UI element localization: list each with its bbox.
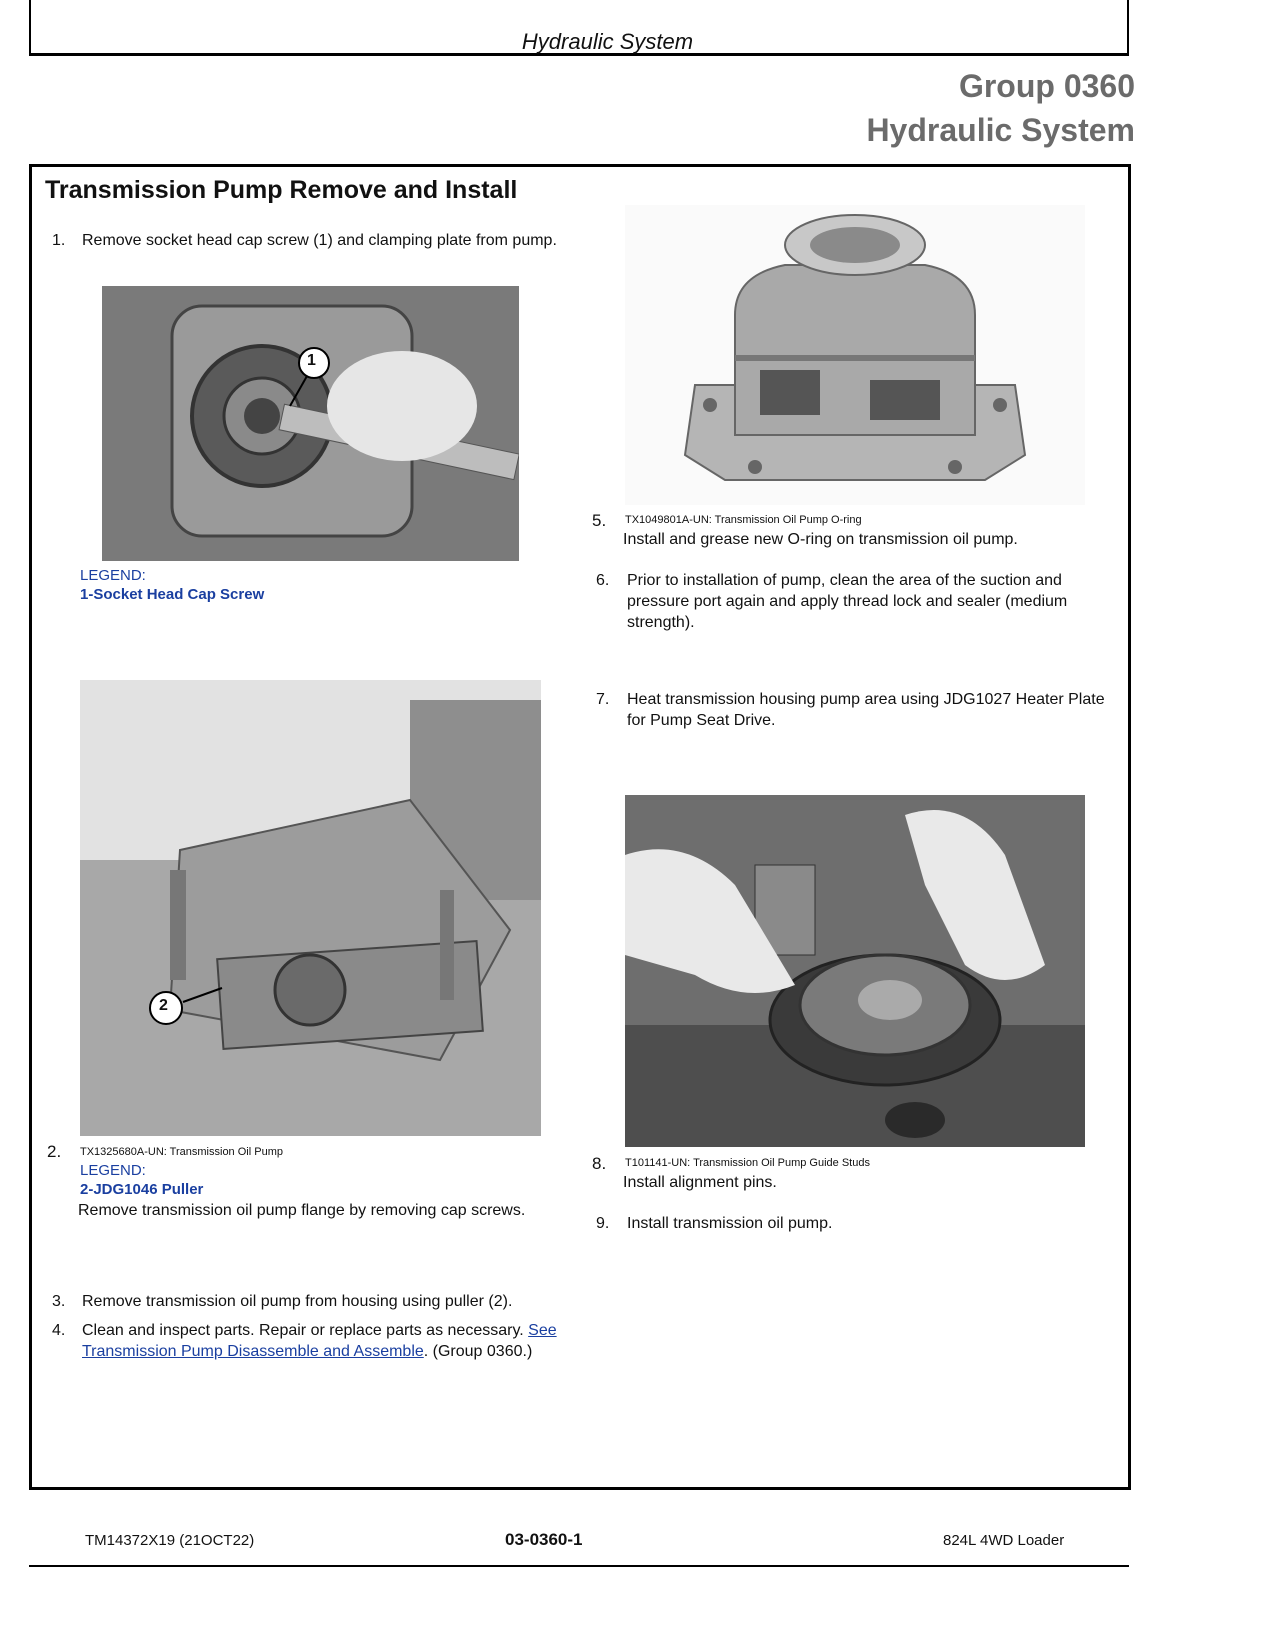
photo-pump-cap-screw: [102, 286, 519, 561]
legend-label: LEGEND:: [80, 567, 146, 584]
step-text-after: . (Group 0360.): [423, 1343, 533, 1360]
callout-label: 2: [159, 997, 168, 1014]
group-number: Group 0360: [958, 68, 1135, 104]
step-text: Remove transmission oil pump from housing using puller (2).: [82, 1293, 513, 1310]
running-header-title: Hydraulic System: [521, 29, 694, 54]
step-text: Heat transmission housing pump area using JDG1027 Heater Plate for Pump Seat Drive.: [627, 691, 1105, 729]
step-number: 4.: [52, 1322, 66, 1339]
step-number: 2.: [47, 1142, 62, 1161]
step-text-main: Clean and inspect parts. Repair or replace parts as necessary.: [82, 1322, 524, 1339]
figure-caption: TX1049801A-UN: Transmission Oil Pump O-ring: [625, 514, 862, 526]
step-text: Remove transmission oil pump flange by removing cap screws.: [78, 1202, 526, 1219]
step-number: 8.: [592, 1154, 607, 1173]
footer-page-number: 03-0360-1: [505, 1530, 583, 1549]
step-text: Install and grease new O-ring on transmission oil pump.: [623, 531, 1018, 548]
photo-pump-guide-studs: [625, 795, 1085, 1147]
footer-doc-id: TM14372X19 (21OCT22): [85, 1532, 255, 1549]
step-text: Install alignment pins.: [623, 1174, 777, 1191]
step-number: 3.: [52, 1293, 66, 1310]
step-number: 7.: [596, 691, 610, 708]
figure-caption: TX1325680A-UN: Transmission Oil Pump: [80, 1146, 283, 1158]
step-text: Install transmission oil pump.: [627, 1215, 833, 1232]
photo-illustration: [80, 680, 541, 1136]
legend-item: 1-Socket Head Cap Screw: [80, 586, 265, 603]
step-text: Remove socket head cap screw (1) and clamping plate from pump.: [82, 232, 557, 249]
step-text: [82, 1320, 572, 1362]
disassemble-assemble-link[interactable]: See Transmission Pump Disassemble and Assemble: [82, 1322, 557, 1360]
step-number: 9.: [596, 1215, 610, 1232]
photo-oil-pump-oring: [625, 205, 1085, 505]
photo-illustration: [625, 205, 1085, 505]
step-number: 1.: [52, 232, 66, 249]
section-title: Transmission Pump Remove and Install: [45, 176, 518, 204]
group-title: Hydraulic System: [866, 112, 1135, 148]
legend-item: 2-JDG1046 Puller: [80, 1181, 204, 1198]
step-number: 5.: [592, 511, 607, 530]
photo-illustration: [625, 795, 1085, 1147]
photo-illustration: [102, 286, 519, 561]
footer-machine: 824L 4WD Loader: [943, 1532, 1065, 1549]
figure-caption: T101141-UN: Transmission Oil Pump Guide Studs: [625, 1157, 870, 1169]
legend-label: LEGEND:: [80, 1162, 146, 1179]
photo-pump-puller: [80, 680, 541, 1136]
footer-rule: [29, 1565, 1129, 1567]
step-number: 6.: [596, 572, 610, 589]
callout-label: 1: [307, 352, 316, 369]
step-text: Prior to installation of pump, clean the area of the suction and pressure port again and apply thread lock and sealer (medium strength).: [627, 572, 1068, 631]
